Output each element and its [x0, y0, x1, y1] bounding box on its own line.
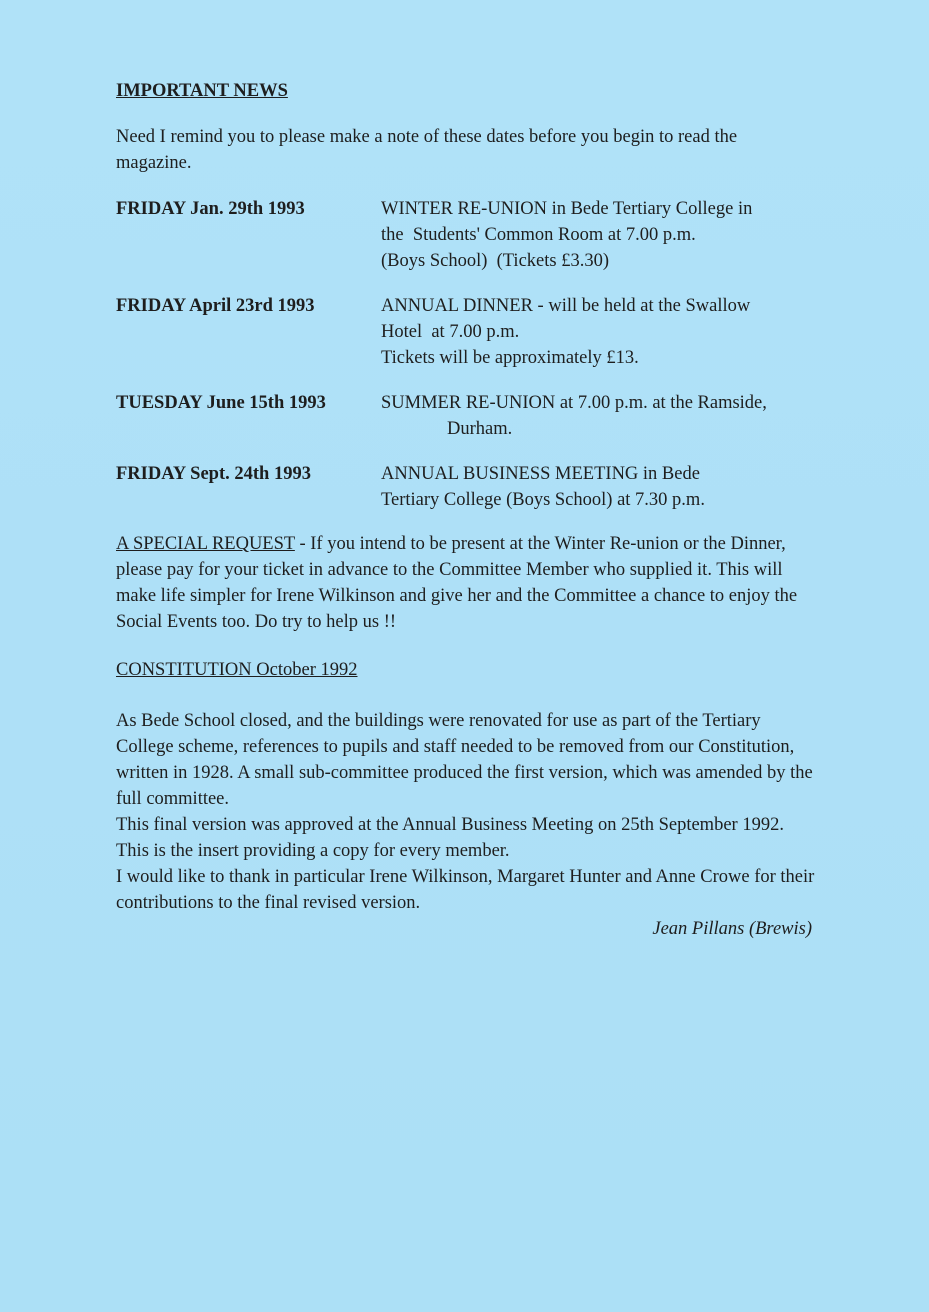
event-description: [381, 196, 816, 274]
event-line: (Boys School) (Tickets £3.30): [381, 251, 609, 271]
event-date: FRIDAY Jan. 29th 1993: [116, 199, 305, 219]
event-date: TUESDAY June 15th 1993: [116, 393, 326, 413]
event-row: [116, 293, 816, 371]
event-line: Tertiary College (Boys School) at 7.30 p.m.: [381, 490, 705, 510]
event-date: FRIDAY April 23rd 1993: [116, 296, 315, 316]
event-line: SUMMER RE-UNION at 7.00 p.m. at the Ramside,: [381, 393, 767, 413]
constitution-title: CONSTITUTION October 1992: [116, 660, 358, 680]
event-line: WINTER RE-UNION in Bede Tertiary College in: [381, 199, 753, 219]
special-request-text: - If you intend to be present at the Winter Re-union or the Dinner, please pay for your ticket in advance to the Committee Member who supplied it. This will make life simpler for Irene Wilkinson and give her and the Committee a chance to enjoy the Social Events too. Do try to help us !!: [116, 534, 798, 632]
page-title: IMPORTANT NEWS: [116, 81, 288, 101]
constitution-body: [116, 708, 816, 942]
event-line: ANNUAL BUSINESS MEETING in Bede: [381, 464, 700, 484]
constitution-paragraph: This final version was approved at the Annual Business Meeting on 25th September 1992.: [116, 815, 784, 835]
constitution-paragraph: This is the insert providing a copy for every member.: [116, 841, 510, 861]
event-row: [116, 461, 816, 513]
special-request-label: A SPECIAL REQUEST: [116, 534, 295, 554]
signature: Jean Pillans (Brewis): [652, 919, 812, 939]
event-description: [381, 293, 816, 371]
event-line: the Students' Common Room at 7.00 p.m.: [381, 225, 696, 245]
event-line: Hotel at 7.00 p.m.: [381, 322, 520, 342]
constitution-paragraph: I would like to thank in particular Irene Wilkinson, Margaret Hunter and Anne Crowe for their contributions to the final revised version.: [116, 867, 815, 913]
event-date: FRIDAY Sept. 24th 1993: [116, 464, 311, 484]
events-list: [116, 196, 816, 513]
event-description: [381, 461, 816, 513]
event-line: Durham.: [447, 419, 513, 439]
event-line: ANNUAL DINNER - will be held at the Swallow: [381, 296, 751, 316]
event-row: [116, 390, 816, 442]
event-description: [381, 390, 816, 442]
intro-text: Need I remind you to please make a note of these dates before you begin to read the magazine.: [116, 127, 738, 173]
constitution-paragraph: As Bede School closed, and the buildings were renovated for use as part of the Tertiary College scheme, references to pupils and staff needed to be removed from our Constitution, written in 1928. A small sub-committee produced the first version, which was amended by the full committee.: [116, 711, 813, 809]
document-content: [116, 78, 816, 942]
special-request: [116, 531, 816, 635]
event-line: Tickets will be approximately £13.: [381, 348, 639, 368]
event-row: [116, 196, 816, 274]
